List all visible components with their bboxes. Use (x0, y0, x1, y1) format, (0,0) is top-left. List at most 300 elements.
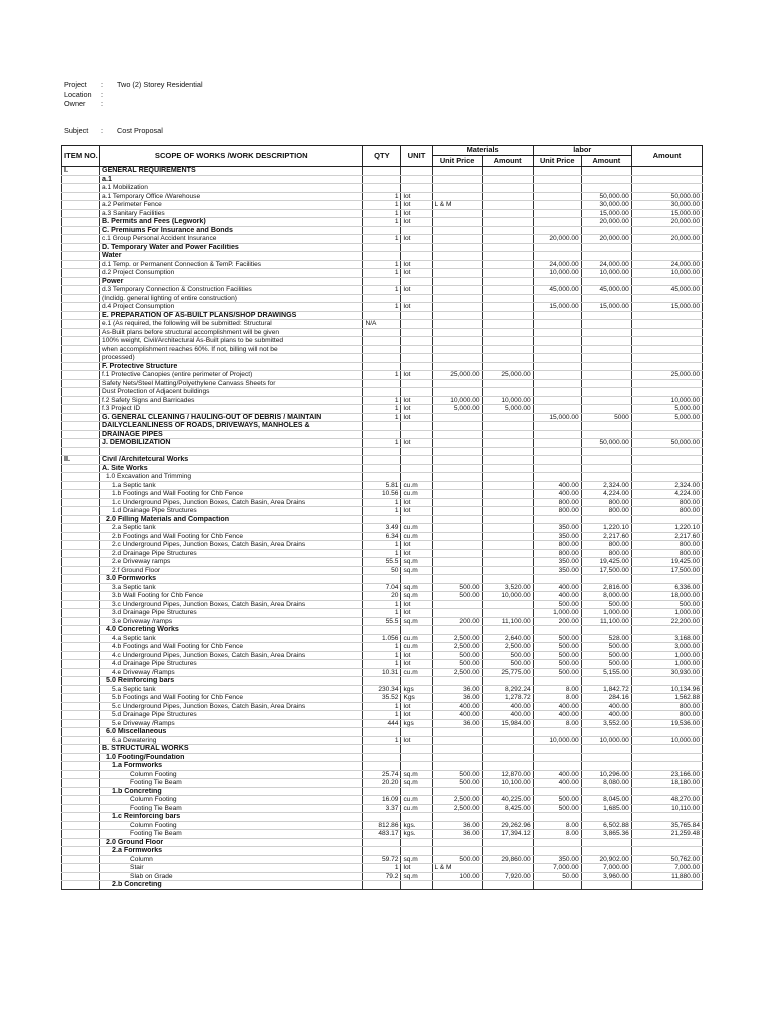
amount-cell (631, 473, 702, 482)
qty-cell: 1 (363, 260, 401, 269)
amount-cell (631, 175, 702, 184)
labor-amount-cell (581, 294, 631, 303)
materials-amount-cell: 400.00 (482, 711, 533, 720)
unit-cell: lot (401, 413, 432, 422)
labor-amount-cell (581, 447, 631, 456)
amount-cell: 50,000.00 (631, 439, 702, 448)
amount-cell: 10,110.00 (631, 804, 702, 813)
unit-cell: lot (401, 660, 432, 669)
materials-unit-price-cell (432, 260, 482, 269)
description-cell: 3.e Driveway /ramps (100, 617, 363, 626)
amount-cell: 800.00 (631, 541, 702, 550)
materials-amount-cell: 10,000.00 (482, 592, 533, 601)
amount-cell (631, 575, 702, 584)
table-row (62, 294, 703, 303)
table-row (62, 702, 703, 711)
item-no-cell (62, 252, 100, 261)
labor-unit-price-cell (533, 294, 581, 303)
item-no-cell (62, 609, 100, 618)
item-no-cell (62, 838, 100, 847)
description-cell: d.3 Temporary Connection & Construction Facilities (100, 286, 363, 295)
amount-cell: 10,134.96 (631, 685, 702, 694)
table-row (62, 736, 703, 745)
unit-cell: lot (401, 736, 432, 745)
amount-cell: 5,000.00 (631, 413, 702, 422)
materials-unit-price-cell: 2,500.00 (432, 796, 482, 805)
table-row (62, 651, 703, 660)
qty-cell: 1.056 (363, 634, 401, 643)
description-cell: 3.c Underground Pipes, Junction Boxes, Catch Basin, Area Drains (100, 600, 363, 609)
table-header (62, 146, 703, 167)
materials-unit-price-cell: 500.00 (432, 779, 482, 788)
description-cell: Stair (100, 864, 363, 873)
cost-table (61, 145, 703, 890)
description-cell: Civil /Architetcural Works (100, 456, 363, 465)
labor-amount-cell: 800.00 (581, 549, 631, 558)
amount-cell (631, 464, 702, 473)
labor-unit-price-cell: 400.00 (533, 481, 581, 490)
labor-amount-cell (581, 371, 631, 380)
item-no-cell (62, 600, 100, 609)
description-cell: DAILYCLEANLINESS OF ROADS, DRIVEWAYS, MANHOLES & (100, 422, 363, 431)
materials-amount-cell: 10,000.00 (482, 396, 533, 405)
labor-amount-cell: 8,080.00 (581, 779, 631, 788)
unit-cell: kgs (401, 685, 432, 694)
materials-amount-cell (482, 524, 533, 533)
materials-unit-price-cell (432, 311, 482, 320)
qty-cell: 10.31 (363, 668, 401, 677)
table-row (62, 762, 703, 771)
materials-unit-price-cell (432, 439, 482, 448)
labor-unit-price-cell: 500.00 (533, 660, 581, 669)
materials-amount-cell (482, 201, 533, 210)
qty-cell: 1 (363, 439, 401, 448)
description-cell: when accomplishment reaches 60%. If not, billing will not be (100, 345, 363, 354)
materials-amount-cell: 29,262.96 (482, 821, 533, 830)
table-row (62, 668, 703, 677)
labor-amount-cell (581, 881, 631, 890)
materials-amount-cell: 3,520.00 (482, 583, 533, 592)
materials-amount-cell (482, 447, 533, 456)
qty-cell: 16.09 (363, 796, 401, 805)
labor-amount-cell: 528.00 (581, 634, 631, 643)
labor-amount-cell (581, 320, 631, 329)
table-row (62, 779, 703, 788)
table-row (62, 660, 703, 669)
materials-amount-cell (482, 881, 533, 890)
item-no-cell (62, 286, 100, 295)
labor-amount-cell: 20,000.00 (581, 218, 631, 227)
materials-amount-cell: 8,292.24 (482, 685, 533, 694)
materials-amount-cell (482, 286, 533, 295)
labor-amount-cell: 500.00 (581, 643, 631, 652)
item-no-cell (62, 201, 100, 210)
table-row (62, 626, 703, 635)
description-cell: Water (100, 252, 363, 261)
labor-amount-cell (581, 167, 631, 176)
labor-unit-price-cell: 350.00 (533, 558, 581, 567)
materials-unit-price-cell (432, 218, 482, 227)
description-cell: D. Temporary Water and Power Facilities (100, 243, 363, 252)
labor-unit-price-cell (533, 439, 581, 448)
labor-unit-price-cell (533, 728, 581, 737)
amount-cell (631, 277, 702, 286)
labor-amount-cell: 800.00 (581, 507, 631, 516)
labor-unit-price-cell (533, 575, 581, 584)
table-row (62, 447, 703, 456)
amount-cell (631, 838, 702, 847)
labor-amount-cell (581, 362, 631, 371)
item-no-cell (62, 549, 100, 558)
unit-cell (401, 813, 432, 822)
table-row (62, 719, 703, 728)
materials-amount-cell (482, 167, 533, 176)
labor-unit-price-cell: 400.00 (533, 583, 581, 592)
labor-unit-price-cell (533, 371, 581, 380)
qty-cell (363, 422, 401, 431)
unit-cell (401, 362, 432, 371)
labor-amount-cell: 800.00 (581, 541, 631, 550)
description-cell: f.3 Project ID (100, 405, 363, 414)
table-row (62, 218, 703, 227)
amount-cell (631, 677, 702, 686)
amount-cell: 2,217.60 (631, 532, 702, 541)
amount-cell: 21,259.48 (631, 830, 702, 839)
unit-cell (401, 175, 432, 184)
qty-cell (363, 847, 401, 856)
materials-unit-price-cell (432, 507, 482, 516)
materials-amount-cell: 400.00 (482, 702, 533, 711)
materials-amount-cell: 17,394.12 (482, 830, 533, 839)
qty-cell (363, 328, 401, 337)
materials-amount-cell (482, 354, 533, 363)
table-row (62, 362, 703, 371)
qty-cell: 1 (363, 711, 401, 720)
qty-cell (363, 575, 401, 584)
table-row (62, 532, 703, 541)
qty-cell: 5.81 (363, 481, 401, 490)
description-cell: 2.e Driveway ramps (100, 558, 363, 567)
materials-unit-price-cell (432, 838, 482, 847)
labor-amount-cell: 17,500.00 (581, 566, 631, 575)
labor-unit-price-cell (533, 337, 581, 346)
table-row (62, 541, 703, 550)
qty-cell: 35.52 (363, 694, 401, 703)
amount-cell: 1,000.00 (631, 660, 702, 669)
amount-cell (631, 294, 702, 303)
qty-cell (363, 243, 401, 252)
table-row (62, 192, 703, 201)
materials-unit-price-cell (432, 473, 482, 482)
unit-cell: lot (401, 209, 432, 218)
labor-amount-cell: 500.00 (581, 600, 631, 609)
qty-cell (363, 345, 401, 354)
unit-cell: lot (401, 192, 432, 201)
description-cell: e.1 (As required, the following will be submitted: Structural (100, 320, 363, 329)
table-row (62, 371, 703, 380)
labor-unit-price-cell (533, 388, 581, 397)
qty-cell: 3.49 (363, 524, 401, 533)
materials-amount-cell (482, 303, 533, 312)
unit-cell: lot (401, 201, 432, 210)
labor-amount-cell: 11,100.00 (581, 617, 631, 626)
item-no-cell (62, 762, 100, 771)
unit-cell (401, 626, 432, 635)
amount-cell: 50,762.00 (631, 855, 702, 864)
materials-amount-cell: 11,100.00 (482, 617, 533, 626)
item-no-cell: II. (62, 456, 100, 465)
labor-amount-cell: 10,000.00 (581, 269, 631, 278)
materials-unit-price-cell: 2,500.00 (432, 634, 482, 643)
materials-amount-cell (482, 745, 533, 754)
materials-unit-price-cell (432, 490, 482, 499)
table-row (62, 303, 703, 312)
table-row (62, 677, 703, 686)
materials-amount-cell (482, 456, 533, 465)
unit-cell: sq.m (401, 770, 432, 779)
unit-cell (401, 838, 432, 847)
materials-unit-price-cell: 400.00 (432, 711, 482, 720)
materials-amount-cell (482, 362, 533, 371)
amount-cell (631, 787, 702, 796)
table-row (62, 796, 703, 805)
qty-cell: 483.17 (363, 830, 401, 839)
qty-cell (363, 226, 401, 235)
description-cell: 1.0 Excavation and Trimming (100, 473, 363, 482)
amount-cell (631, 515, 702, 524)
item-no-cell (62, 490, 100, 499)
labor-amount-cell: 500.00 (581, 660, 631, 669)
qty-cell: 1 (363, 541, 401, 550)
labor-unit-price-cell: 15,000.00 (533, 413, 581, 422)
labor-unit-price-cell (533, 192, 581, 201)
unit-cell: sq.m (401, 779, 432, 788)
unit-cell (401, 226, 432, 235)
unit-cell (401, 354, 432, 363)
materials-unit-price-cell (432, 286, 482, 295)
labor-amount-cell: 15,000.00 (581, 303, 631, 312)
unit-cell (401, 277, 432, 286)
table-row (62, 388, 703, 397)
qty-cell: 20.20 (363, 779, 401, 788)
materials-unit-price-cell (432, 379, 482, 388)
table-row (62, 201, 703, 210)
materials-amount-cell (482, 753, 533, 762)
amount-cell: 6,336.00 (631, 583, 702, 592)
materials-unit-price-cell (432, 303, 482, 312)
unit-cell: kgs. (401, 821, 432, 830)
materials-unit-price-cell (432, 549, 482, 558)
amount-cell (631, 362, 702, 371)
qty-cell: 1 (363, 371, 401, 380)
item-no-cell (62, 388, 100, 397)
amount-cell (631, 311, 702, 320)
table-row (62, 549, 703, 558)
amount-cell: 45,000.00 (631, 286, 702, 295)
description-cell: c.1 Group Personal Accident Insurance (100, 235, 363, 244)
amount-cell (631, 226, 702, 235)
qty-cell: 1 (363, 600, 401, 609)
amount-cell: 800.00 (631, 711, 702, 720)
amount-cell (631, 243, 702, 252)
description-cell: B. Permits and Fees (Legwork) (100, 218, 363, 227)
labor-unit-price-cell (533, 345, 581, 354)
qty-cell: 79.2 (363, 872, 401, 881)
description-cell: F. Protective Structure (100, 362, 363, 371)
materials-amount-cell (482, 243, 533, 252)
materials-unit-price-cell (432, 209, 482, 218)
item-no-cell (62, 702, 100, 711)
labor-amount-cell: 8,045.00 (581, 796, 631, 805)
labor-unit-price-cell (533, 328, 581, 337)
description-cell: 6.0 Miscellaneous (100, 728, 363, 737)
labor-amount-cell (581, 753, 631, 762)
project-label: Project (64, 80, 87, 89)
unit-cell (401, 762, 432, 771)
location-label: Location (64, 89, 92, 99)
unit-cell (401, 430, 432, 439)
item-no-cell (62, 804, 100, 813)
table-row (62, 405, 703, 414)
amount-cell (631, 422, 702, 431)
materials-unit-price-cell: 400.00 (432, 702, 482, 711)
description-cell: a.2 Perimeter Fence (100, 201, 363, 210)
labor-amount-cell: 10,296.00 (581, 770, 631, 779)
labor-unit-price-cell: 500.00 (533, 634, 581, 643)
amount-cell: 3,000.00 (631, 643, 702, 652)
item-no-cell (62, 498, 100, 507)
item-no-cell (62, 345, 100, 354)
materials-amount-cell: 500.00 (482, 651, 533, 660)
unit-cell (401, 881, 432, 890)
qty-cell: 1 (363, 396, 401, 405)
unit-cell (401, 167, 432, 176)
amount-cell (631, 328, 702, 337)
table-body (62, 167, 703, 890)
item-no-cell (62, 541, 100, 550)
labor-unit-price-cell: 350.00 (533, 566, 581, 575)
materials-amount-cell (482, 507, 533, 516)
materials-unit-price-cell (432, 328, 482, 337)
table-row (62, 345, 703, 354)
qty-cell: 50 (363, 566, 401, 575)
labor-amount-cell: 2,324.00 (581, 481, 631, 490)
qty-cell: 1 (363, 413, 401, 422)
materials-unit-price-cell (432, 294, 482, 303)
description-cell: 4.e Driveway /Ramps (100, 668, 363, 677)
qty-cell (363, 762, 401, 771)
labor-amount-cell: 4,224.00 (581, 490, 631, 499)
materials-unit-price-cell: 500.00 (432, 592, 482, 601)
labor-amount-cell: 24,000.00 (581, 260, 631, 269)
amount-cell: 800.00 (631, 549, 702, 558)
labor-unit-price-cell (533, 745, 581, 754)
labor-amount-cell (581, 473, 631, 482)
labor-unit-price-cell: 10,000.00 (533, 269, 581, 278)
unit-cell: cu.m (401, 643, 432, 652)
amount-cell: 15,000.00 (631, 303, 702, 312)
labor-unit-price-cell: 400.00 (533, 490, 581, 499)
materials-unit-price-cell (432, 192, 482, 201)
description-cell: a.3 Sanitary Facilities (100, 209, 363, 218)
unit-cell: lot (401, 507, 432, 516)
labor-amount-cell (581, 762, 631, 771)
unit-cell (401, 745, 432, 754)
description-cell: 2.d Drainage Pipe Structures (100, 549, 363, 558)
labor-unit-price-cell: 500.00 (533, 651, 581, 660)
item-no-cell (62, 685, 100, 694)
materials-amount-cell (482, 728, 533, 737)
qty-cell (363, 447, 401, 456)
qty-cell: 1 (363, 269, 401, 278)
amount-cell (631, 762, 702, 771)
materials-unit-price-cell: 500.00 (432, 770, 482, 779)
materials-unit-price-cell (432, 558, 482, 567)
table-row (62, 413, 703, 422)
description-cell: 5.a Septic tank (100, 685, 363, 694)
labor-unit-price-cell: 1,000.00 (533, 609, 581, 618)
qty-cell: N/A (363, 320, 401, 329)
unit-cell: lot (401, 609, 432, 618)
materials-unit-price-cell (432, 600, 482, 609)
unit-cell: cu.m (401, 490, 432, 499)
labor-amount-cell: 20,000.00 (581, 235, 631, 244)
labor-amount-cell: 500.00 (581, 651, 631, 660)
qty-cell (363, 252, 401, 261)
qty-cell: 55.5 (363, 617, 401, 626)
table-row (62, 481, 703, 490)
description-cell: processed) (100, 354, 363, 363)
description-cell: a.1 (100, 175, 363, 184)
description-cell: 2.a Formworks (100, 847, 363, 856)
labor-unit-price-cell: 500.00 (533, 600, 581, 609)
materials-unit-price-cell (432, 464, 482, 473)
materials-amount-cell: 15,984.00 (482, 719, 533, 728)
table-row (62, 252, 703, 261)
materials-amount-cell (482, 558, 533, 567)
amount-cell (631, 456, 702, 465)
description-cell: d.2 Project Consumption (100, 269, 363, 278)
table-row (62, 524, 703, 533)
materials-amount-cell (482, 838, 533, 847)
description-cell (100, 447, 363, 456)
materials-unit-price-cell (432, 430, 482, 439)
labor-unit-price-cell (533, 787, 581, 796)
table-row (62, 354, 703, 363)
item-no-cell (62, 651, 100, 660)
labor-unit-price-cell (533, 422, 581, 431)
unit-cell: lot (401, 303, 432, 312)
description-cell: a.1 Temporary Office /Warehouse (100, 192, 363, 201)
materials-amount-cell (482, 388, 533, 397)
qty-cell: 1 (363, 736, 401, 745)
materials-amount-cell (482, 541, 533, 550)
amount-cell: 18,000.00 (631, 592, 702, 601)
labor-amount-cell: 1,842.72 (581, 685, 631, 694)
labor-amount-cell: 30,000.00 (581, 201, 631, 210)
unit-cell (401, 311, 432, 320)
subject-label: Subject (64, 126, 89, 135)
description-cell: 4.0 Concreting Works (100, 626, 363, 635)
materials-header: Materials (432, 146, 533, 156)
labor-unit-price-cell: 8.00 (533, 685, 581, 694)
item-no-cell (62, 643, 100, 652)
qty-cell (363, 430, 401, 439)
labor-unit-price-cell (533, 405, 581, 414)
labor-amount-cell (581, 838, 631, 847)
amount-cell: 50,000.00 (631, 192, 702, 201)
materials-unit-price-cell: 500.00 (432, 583, 482, 592)
